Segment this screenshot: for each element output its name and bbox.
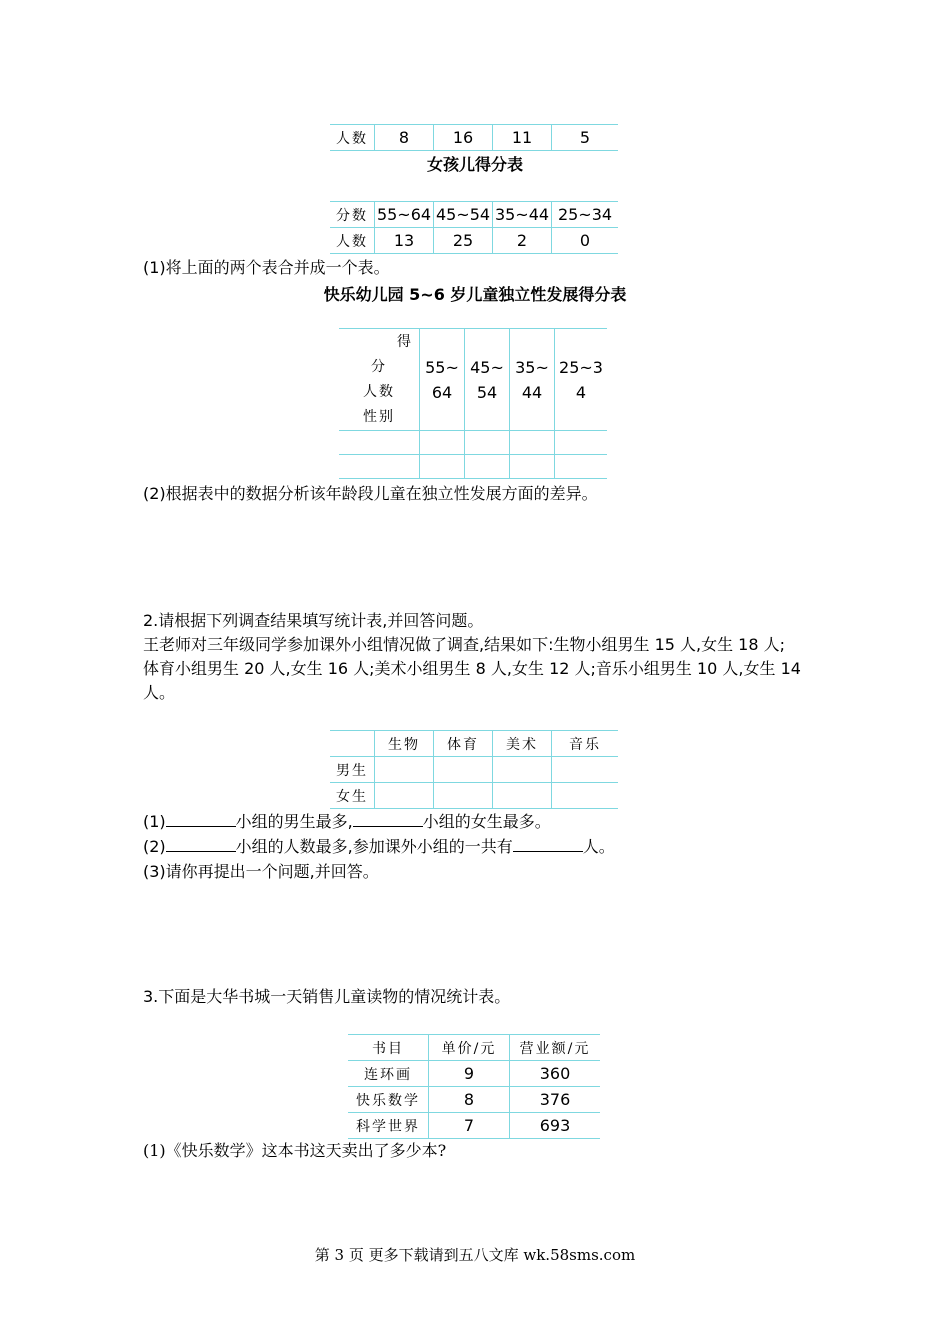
table-cell: 693 (510, 1113, 601, 1139)
header-gender: 性别 (363, 408, 395, 425)
header-revenue: 营业额/元 (510, 1035, 601, 1061)
question-2-sub-3: (3)请你再提出一个问题,并回答。 (143, 862, 379, 881)
empty-cell[interactable] (434, 783, 493, 809)
answer-blank[interactable] (513, 835, 583, 852)
score-range-cell (465, 329, 510, 431)
question-2-title: 2.请根据下列调查结果填写统计表,并回答问题。 (143, 611, 484, 630)
header-score: 得 (397, 333, 413, 350)
header-score-2: 分 (371, 358, 387, 375)
table-cell: 5 (552, 125, 619, 151)
sub-text: 小组的女生最多。 (422, 812, 551, 831)
page-footer: 第 3 页 更多下载请到五八文库 wk.58sms.com (314, 1246, 636, 1264)
header-book: 书目 (348, 1035, 429, 1061)
range-top: 35~ (515, 357, 549, 377)
question-3-sub-1: (1)《快乐数学》这本书这天卖出了多少本? (143, 1141, 447, 1160)
score-range-cell (420, 329, 465, 431)
empty-cell[interactable] (375, 783, 434, 809)
sub-text: 人。 (582, 837, 615, 856)
empty-cell[interactable] (493, 783, 552, 809)
header-biology: 生物 (375, 731, 434, 757)
range-bottom: 4 (575, 382, 587, 402)
table-cell: 13 (375, 228, 434, 254)
empty-cell[interactable] (465, 431, 510, 455)
header-price: 单价/元 (429, 1035, 510, 1061)
book-name: 连环画 (348, 1061, 429, 1087)
row-label-boys: 男生 (330, 757, 375, 783)
group-table (330, 730, 618, 809)
girl-table-title: 女孩儿得分表 (426, 155, 523, 174)
question-3-title: 3.下面是大华书城一天销售儿童读物的情况统计表。 (143, 987, 511, 1006)
table-cell: 360 (510, 1061, 601, 1087)
sub-text: 小组的人数最多,参加课外小组的一共有 (235, 837, 513, 856)
table-cell: 9 (429, 1061, 510, 1087)
range-top: 25~3 (559, 357, 603, 377)
empty-cell[interactable] (339, 455, 420, 479)
range-bottom: 64 (431, 382, 453, 402)
empty-cell[interactable] (375, 757, 434, 783)
header-music: 音乐 (552, 731, 619, 757)
header-count: 人数 (363, 383, 395, 400)
row-label-girls: 女生 (330, 783, 375, 809)
count-label: 人数 (330, 228, 375, 254)
table-cell: 25 (434, 228, 493, 254)
table-cell: 7 (429, 1113, 510, 1139)
answer-blank[interactable] (166, 835, 236, 852)
table-cell: 8 (429, 1087, 510, 1113)
book-name: 快乐数学 (348, 1087, 429, 1113)
question-2-line-2: 体育小组男生 20 人,女生 16 人;美术小组男生 8 人,女生 12 人;音乐小组男生 10 人,女生 14 (143, 659, 801, 678)
empty-cell[interactable] (493, 757, 552, 783)
table-cell: 2 (493, 228, 552, 254)
table-cell: 55~64 (375, 202, 434, 228)
empty-cell[interactable] (510, 431, 555, 455)
sub-number: (2) (143, 837, 166, 856)
range-bottom: 54 (476, 382, 498, 402)
diagonal-header-cell (339, 329, 420, 431)
answer-blank[interactable] (166, 810, 236, 827)
empty-cell[interactable] (510, 455, 555, 479)
empty-cell[interactable] (555, 455, 608, 479)
question-2-line-1: 王老师对三年级同学参加课外小组情况做了调查,结果如下:生物小组男生 15 人,女生 18 人; (143, 635, 786, 654)
question-1-part-2: (2)根据表中的数据分析该年龄段儿童在独立性发展方面的差异。 (143, 484, 598, 503)
empty-cell[interactable] (339, 431, 420, 455)
question-2-sub-1 (143, 810, 551, 834)
header-art: 美术 (493, 731, 552, 757)
range-top: 45~ (470, 357, 504, 377)
book-name: 科学世界 (348, 1113, 429, 1139)
boy-count-table (330, 124, 618, 151)
table-cell: 25~34 (552, 202, 619, 228)
table-cell: 16 (434, 125, 493, 151)
empty-cell[interactable] (552, 783, 619, 809)
girl-score-table (330, 201, 618, 254)
table-cell: 0 (552, 228, 619, 254)
empty-cell[interactable] (420, 431, 465, 455)
empty-cell[interactable] (434, 757, 493, 783)
score-range-cell (510, 329, 555, 431)
question-1-part-1: (1)将上面的两个表合并成一个表。 (143, 258, 390, 277)
question-2-line-3: 人。 (143, 683, 176, 702)
count-label: 人数 (330, 125, 375, 151)
merged-score-table (339, 328, 607, 479)
table-cell: 45~54 (434, 202, 493, 228)
score-label: 分数 (330, 202, 375, 228)
table-cell: 376 (510, 1087, 601, 1113)
answer-blank[interactable] (353, 810, 423, 827)
empty-cell[interactable] (465, 455, 510, 479)
question-2-sub-2 (143, 835, 615, 859)
sub-text: 小组的男生最多, (235, 812, 353, 831)
book-sales-table (348, 1034, 600, 1139)
table-cell: 11 (493, 125, 552, 151)
empty-cell[interactable] (420, 455, 465, 479)
sub-number: (1) (143, 812, 166, 831)
merged-table-title: 快乐幼儿园 5~6 岁儿童独立性发展得分表 (323, 285, 627, 304)
table-cell: 8 (375, 125, 434, 151)
range-bottom: 44 (521, 382, 543, 402)
header-sports: 体育 (434, 731, 493, 757)
empty-cell[interactable] (555, 431, 608, 455)
score-range-cell (555, 329, 608, 431)
range-top: 55~ (425, 357, 459, 377)
empty-cell[interactable] (552, 757, 619, 783)
empty-header-cell (330, 731, 375, 757)
table-cell: 35~44 (493, 202, 552, 228)
